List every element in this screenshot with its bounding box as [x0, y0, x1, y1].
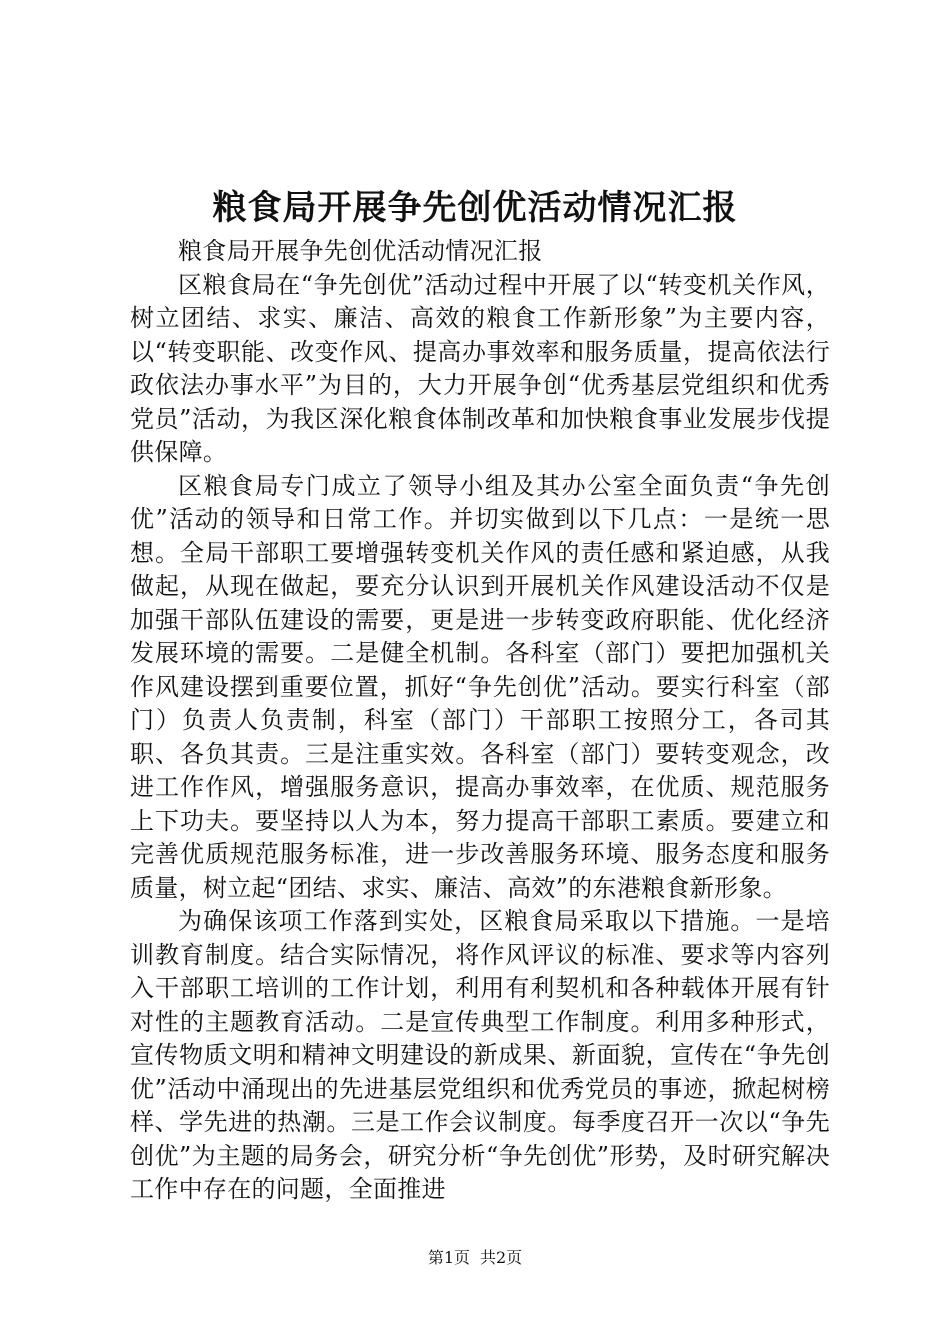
subtitle-paragraph: 粮食局开展争先创优活动情况汇报: [178, 237, 543, 265]
body-paragraph: 区粮食局专门成立了领导小组及其办公室全面负责“争先创优”活动的领导和日常工作。并切实做到以下几点：一是统一思想。全局干部职工要增强转变机关作风的责任感和紧迫感，从我做起，从现在做起，要充分认识到开展机关作风建设活动不仅是加强干部队伍建设的需要，更是进一步转变政府职能、优化经济发展环境的需要。二是健全机制。各科室（部门）要把加强机关作风建设摆到重要位置，抓好“争先创优”活动。要实行科室（部门）负责人负责制，科室（部门）干部职工按照分工，各司其职、各负其责。三是注重实效。各科室（部门）要转变观念，改进工作作风，增强服务意识，提高办事效率，在优质、规范服务上下功夫。要坚持以人为本，努力提高干部职工素质。要建立和完善优质规范服务标准，进一步改善服务环境、服务态度和服务质量，树立起“团结、求实、廉洁、高效”的东港粮食新形象。: [130, 471, 830, 902]
page-number-total: 共2页: [480, 1248, 523, 1267]
document-body: [130, 235, 830, 1207]
document-title: 粮食局开展争先创优活动情况汇报: [212, 188, 738, 228]
page-number-current: 第1页: [427, 1248, 470, 1267]
body-paragraph: 区粮食局在“争先创优”活动过程中开展了以“转变机关作风，树立团结、求实、廉洁、高效的粮食工作新形象”为主要内容，以“转变职能、改变作风、提高办事效率和服务质量，提高依法行政依法办事水平”为目的，大力开展争创“优秀基层党组织和优秀党员”活动，为我区深化粮食体制改革和加快粮食事业发展步伐提供保障。: [130, 270, 830, 466]
body-paragraph: 为确保该项工作落到实处，区粮食局采取以下措施。一是培训教育制度。结合实际情况，将作风评议的标准、要求等内容列入干部职工培训的工作计划，利用有利契机和各种载体开展有针对性的主题教育活动。二是宣传典型工作制度。利用多种形式，宣传物质文明和精神文明建设的新成果、新面貌，宣传在“争先创优”活动中涌现出的先进基层党组织和优秀党员的事迹，掀起树榜样、学先进的热潮。三是工作会议制度。每季度召开一次以“争先创优”为主题的局务会，研究分析“争先创优”形势，及时研究解决工作中存在的问题，全面推进: [130, 907, 830, 1203]
page-footer: [0, 1248, 950, 1268]
